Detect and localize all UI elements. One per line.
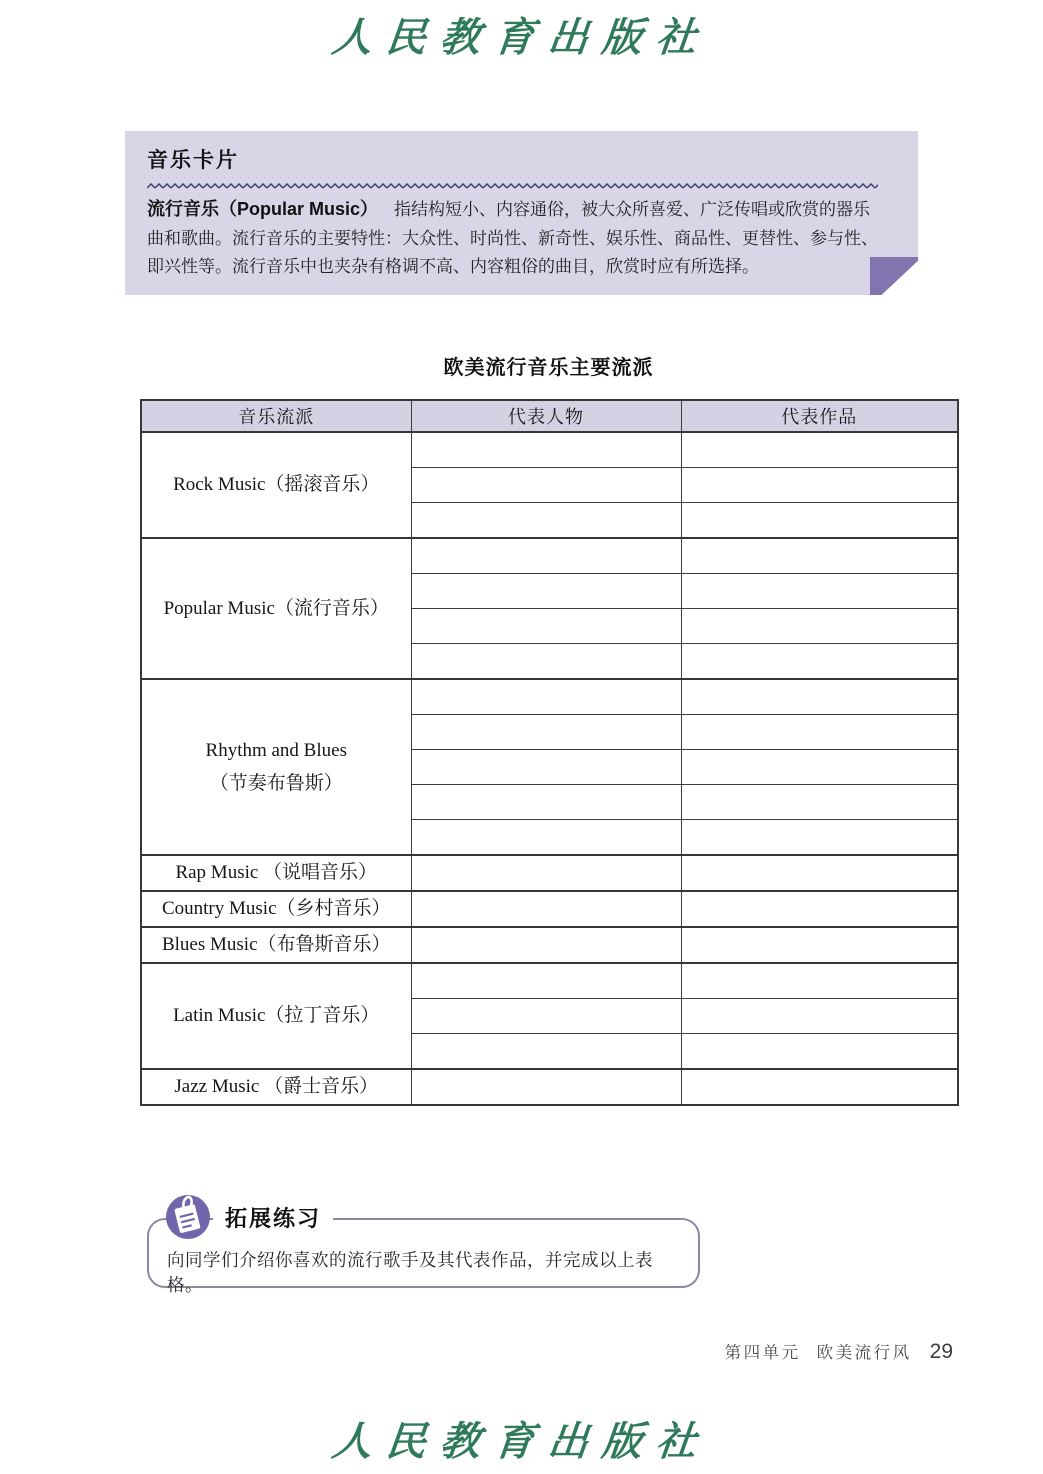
genre-cell	[141, 432, 411, 538]
work-cell	[681, 715, 958, 750]
genre-label-line: Rock Music（摇滚音乐）	[173, 474, 380, 496]
work-cell	[681, 644, 958, 680]
artist-cell	[411, 538, 681, 574]
work-cell	[681, 468, 958, 503]
publisher-logo-top: 人民教育出版社	[329, 14, 713, 61]
column-header-genre: 音乐流派	[141, 400, 411, 432]
artist-cell	[411, 644, 681, 680]
extension-instruction: 向同学们介绍你喜欢的流行歌手及其代表作品，并完成以上表格。	[167, 1250, 653, 1295]
extension-exercise-box	[147, 1206, 700, 1295]
genre-table-body	[141, 432, 958, 1105]
work-cell	[681, 963, 958, 999]
artist-cell	[411, 609, 681, 644]
extension-heading: 拓展练习	[213, 1203, 333, 1235]
work-cell	[681, 574, 958, 609]
artist-cell	[411, 963, 681, 999]
work-cell	[681, 891, 958, 927]
artist-cell	[411, 432, 681, 468]
genre-cell	[141, 538, 411, 679]
table-row	[141, 927, 958, 963]
artist-cell	[411, 715, 681, 750]
artist-cell	[411, 503, 681, 539]
genre-table	[140, 399, 959, 1106]
genre-cell	[141, 855, 411, 891]
artist-cell	[411, 999, 681, 1034]
work-cell	[681, 820, 958, 856]
table-row	[141, 855, 958, 891]
artist-cell	[411, 891, 681, 927]
page-footer	[725, 1339, 953, 1364]
work-cell	[681, 1034, 958, 1070]
artist-cell	[411, 927, 681, 963]
genre-cell	[141, 1069, 411, 1105]
work-cell	[681, 538, 958, 574]
artist-cell	[411, 750, 681, 785]
genre-label-line: Country Music（乡村音乐）	[161, 898, 391, 920]
footer-unit: 第四单元	[724, 1343, 801, 1362]
genre-cell	[141, 679, 411, 855]
work-cell	[681, 609, 958, 644]
music-card	[125, 131, 918, 295]
genre-label-line: Rap Music （说唱音乐）	[175, 862, 378, 884]
table-header-row	[141, 400, 958, 432]
table-row	[141, 891, 958, 927]
genre-label-line: Latin Music（拉丁音乐）	[173, 1005, 380, 1027]
table-row	[141, 1069, 958, 1105]
music-card-definition	[147, 195, 878, 282]
artist-cell	[411, 1069, 681, 1105]
music-card-heading: 音乐卡片	[147, 149, 239, 172]
work-cell	[681, 503, 958, 539]
table-row	[141, 432, 958, 468]
publisher-logo-bottom: 人民教育出版社	[329, 1418, 713, 1465]
genre-label-line: Popular Music（流行音乐）	[163, 597, 389, 619]
artist-cell	[411, 468, 681, 503]
page-number: 29	[929, 1340, 953, 1363]
table-row	[141, 963, 958, 999]
notepad-icon	[165, 1194, 211, 1240]
work-cell	[681, 432, 958, 468]
genre-label-line: Rhythm and Blues	[205, 739, 347, 761]
work-cell	[681, 999, 958, 1034]
genre-cell	[141, 891, 411, 927]
artist-cell	[411, 785, 681, 820]
artist-cell	[411, 574, 681, 609]
work-cell	[681, 1069, 958, 1105]
genre-cell	[141, 963, 411, 1069]
music-card-definition-text: 指结构短小、内容通俗，被大众所喜爱、广泛传唱或欣赏的器乐曲和歌曲。流行音乐的主要特性：大众性、时尚性、新奇性、娱乐性、商品性、更替性、参与性、即兴性等。流行音乐中也夹杂有格调不高、内容粗俗的曲目，欣赏时应有所选择。	[147, 200, 878, 276]
column-header-work: 代表作品	[681, 400, 958, 432]
table-row	[141, 538, 958, 574]
work-cell	[681, 855, 958, 891]
work-cell	[681, 785, 958, 820]
artist-cell	[411, 1034, 681, 1070]
artist-cell	[411, 855, 681, 891]
work-cell	[681, 750, 958, 785]
zigzag-divider	[147, 183, 878, 189]
column-header-artist: 代表人物	[411, 400, 681, 432]
table-row	[141, 679, 958, 715]
genre-cell	[141, 927, 411, 963]
genre-label-line: Jazz Music （爵士音乐）	[174, 1076, 379, 1098]
work-cell	[681, 927, 958, 963]
artist-cell	[411, 679, 681, 715]
footer-unit-title: 欧美流行风	[816, 1343, 912, 1362]
genre-label-line: （节奏布鲁斯）	[209, 773, 343, 794]
genre-label-line: Blues Music（布鲁斯音乐）	[161, 934, 391, 956]
artist-cell	[411, 820, 681, 856]
work-cell	[681, 679, 958, 715]
genre-table-title: 欧美流行音乐主要流派	[443, 357, 654, 379]
music-card-term: 流行音乐（Popular Music）	[147, 199, 379, 219]
